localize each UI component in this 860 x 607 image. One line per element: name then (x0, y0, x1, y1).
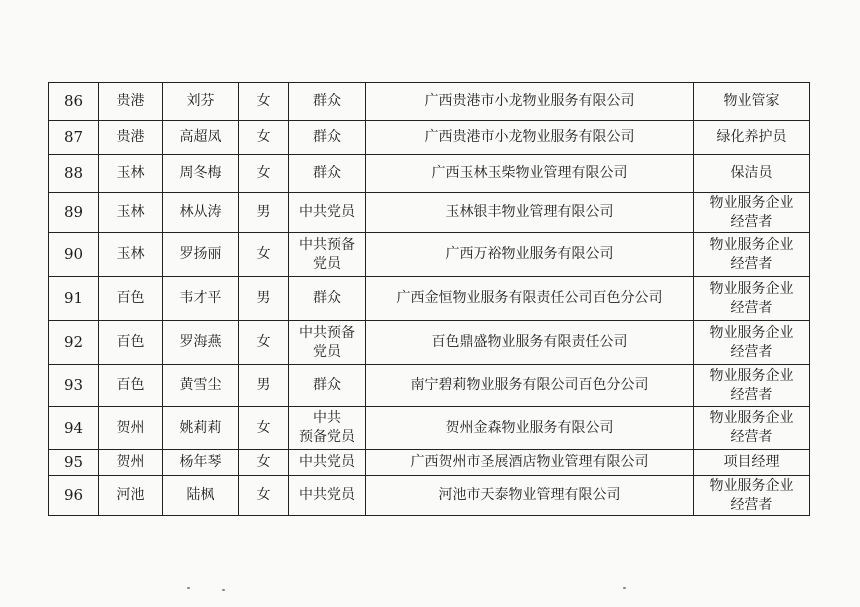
table-row (49, 407, 810, 450)
gender-cell: 女 (239, 233, 289, 277)
gender-cell: 男 (239, 193, 289, 233)
region-cell: 玉林 (99, 233, 163, 277)
position-cell-line: 经营者 (730, 386, 773, 403)
position-cell-line: 项目经理 (723, 454, 780, 470)
row-number: 86 (49, 83, 99, 121)
position-cell-line: 物业服务企业 (709, 477, 794, 494)
person-name-cell: 姚莉莉 (163, 407, 239, 450)
position-cell-line: 经营者 (730, 213, 773, 230)
table-body (49, 83, 810, 516)
political-status-cell (289, 233, 366, 277)
position-cell-line: 经营者 (730, 496, 773, 513)
political-status-cell-line: 中共 (313, 410, 341, 426)
table-row (49, 277, 810, 321)
row-number: 92 (49, 321, 99, 365)
person-name-cell: 罗海燕 (163, 321, 239, 365)
position-cell (694, 365, 810, 407)
position-cell (694, 83, 810, 121)
person-name-cell: 罗扬丽 (163, 233, 239, 277)
political-status-cell-line: 中共预备 (299, 324, 355, 341)
position-cell-line: 物业服务企业 (709, 280, 794, 297)
company-cell: 南宁碧莉物业服务有限公司百色分公司 (366, 365, 694, 407)
table-row (49, 121, 810, 155)
political-status-cell (289, 155, 366, 193)
position-cell (694, 121, 810, 155)
political-status-cell-line: 中共预备 (299, 236, 355, 253)
political-status-cell-line: 中共党员 (299, 487, 355, 503)
political-status-cell (289, 450, 366, 476)
company-cell: 百色鼎盛物业服务有限责任公司 (366, 321, 694, 365)
position-cell-line: 物业服务企业 (709, 194, 794, 211)
political-status-cell-line: 群众 (313, 129, 341, 145)
position-cell-line: 经营者 (730, 299, 773, 316)
region-cell: 玉林 (99, 155, 163, 193)
political-status-cell-line: 党员 (313, 343, 341, 360)
scan-speck (187, 587, 190, 589)
row-number: 94 (49, 407, 99, 450)
position-cell-line: 保洁员 (730, 165, 773, 181)
position-cell-line: 物业管家 (723, 93, 780, 109)
table-row (49, 365, 810, 407)
political-status-cell-line: 群众 (313, 290, 341, 306)
gender-cell: 女 (239, 450, 289, 476)
person-name-cell: 韦才平 (163, 277, 239, 321)
table-row (49, 83, 810, 121)
row-number: 87 (49, 121, 99, 155)
company-cell: 广西贺州市圣展酒店物业管理有限公司 (366, 450, 694, 476)
gender-cell: 女 (239, 476, 289, 516)
company-cell: 贺州金森物业服务有限公司 (366, 407, 694, 450)
political-status-cell-line: 党员 (313, 255, 341, 272)
person-name-cell: 刘芬 (163, 83, 239, 121)
company-cell: 广西贵港市小龙物业服务有限公司 (366, 121, 694, 155)
region-cell: 玉林 (99, 193, 163, 233)
gender-cell: 男 (239, 277, 289, 321)
political-status-cell (289, 476, 366, 516)
gender-cell: 女 (239, 121, 289, 155)
position-cell (694, 193, 810, 233)
row-number: 89 (49, 193, 99, 233)
company-cell: 广西玉林玉柴物业管理有限公司 (366, 155, 694, 193)
row-number: 90 (49, 233, 99, 277)
political-status-cell (289, 193, 366, 233)
position-cell-line: 物业服务企业 (709, 324, 794, 341)
table-row (49, 155, 810, 193)
position-cell (694, 277, 810, 321)
scan-speck (222, 589, 225, 591)
person-name-cell: 高超凤 (163, 121, 239, 155)
person-name-cell: 林从涛 (163, 193, 239, 233)
political-status-cell-line: 中共党员 (299, 204, 355, 220)
political-status-cell (289, 277, 366, 321)
region-cell: 贺州 (99, 407, 163, 450)
region-cell: 百色 (99, 321, 163, 365)
row-number: 93 (49, 365, 99, 407)
region-cell: 贵港 (99, 121, 163, 155)
person-name-cell: 周冬梅 (163, 155, 239, 193)
person-name-cell: 陆枫 (163, 476, 239, 516)
person-name-cell: 杨年琴 (163, 450, 239, 476)
position-cell-line: 物业服务企业 (709, 367, 794, 384)
political-status-cell (289, 121, 366, 155)
political-status-cell-line: 预备党员 (299, 429, 355, 445)
position-cell (694, 155, 810, 193)
company-cell: 广西贵港市小龙物业服务有限公司 (366, 83, 694, 121)
row-number: 91 (49, 277, 99, 321)
personnel-table (48, 82, 810, 516)
gender-cell: 女 (239, 321, 289, 365)
region-cell: 百色 (99, 277, 163, 321)
position-cell-line: 经营者 (730, 343, 773, 360)
political-status-cell-line: 群众 (313, 377, 341, 393)
political-status-cell-line: 群众 (313, 165, 341, 181)
company-cell: 玉林银丰物业管理有限公司 (366, 193, 694, 233)
row-number: 88 (49, 155, 99, 193)
company-cell: 广西金恒物业服务有限责任公司百色分公司 (366, 277, 694, 321)
table-row (49, 193, 810, 233)
region-cell: 贵港 (99, 83, 163, 121)
position-cell-line: 物业服务企业 (709, 236, 794, 253)
position-cell-line: 经营者 (730, 255, 773, 272)
position-cell (694, 476, 810, 516)
position-cell (694, 450, 810, 476)
position-cell (694, 407, 810, 450)
gender-cell: 女 (239, 83, 289, 121)
table-row (49, 233, 810, 277)
gender-cell: 男 (239, 365, 289, 407)
position-cell-line: 物业服务企业 (709, 410, 794, 426)
region-cell: 河池 (99, 476, 163, 516)
gender-cell: 女 (239, 155, 289, 193)
table-row (49, 450, 810, 476)
position-cell (694, 233, 810, 277)
region-cell: 百色 (99, 365, 163, 407)
company-cell: 广西万裕物业服务有限公司 (366, 233, 694, 277)
company-cell: 河池市天泰物业管理有限公司 (366, 476, 694, 516)
region-cell: 贺州 (99, 450, 163, 476)
position-cell (694, 321, 810, 365)
political-status-cell (289, 321, 366, 365)
gender-cell: 女 (239, 407, 289, 450)
position-cell-line: 绿化养护员 (716, 129, 787, 145)
political-status-cell (289, 365, 366, 407)
political-status-cell (289, 407, 366, 450)
row-number: 95 (49, 450, 99, 476)
person-name-cell: 黄雪尘 (163, 365, 239, 407)
political-status-cell-line: 群众 (313, 93, 341, 109)
position-cell-line: 经营者 (730, 429, 773, 445)
table-row (49, 476, 810, 516)
table-row (49, 321, 810, 365)
row-number: 96 (49, 476, 99, 516)
scan-speck (623, 587, 626, 589)
political-status-cell (289, 83, 366, 121)
political-status-cell-line: 中共党员 (299, 454, 355, 470)
